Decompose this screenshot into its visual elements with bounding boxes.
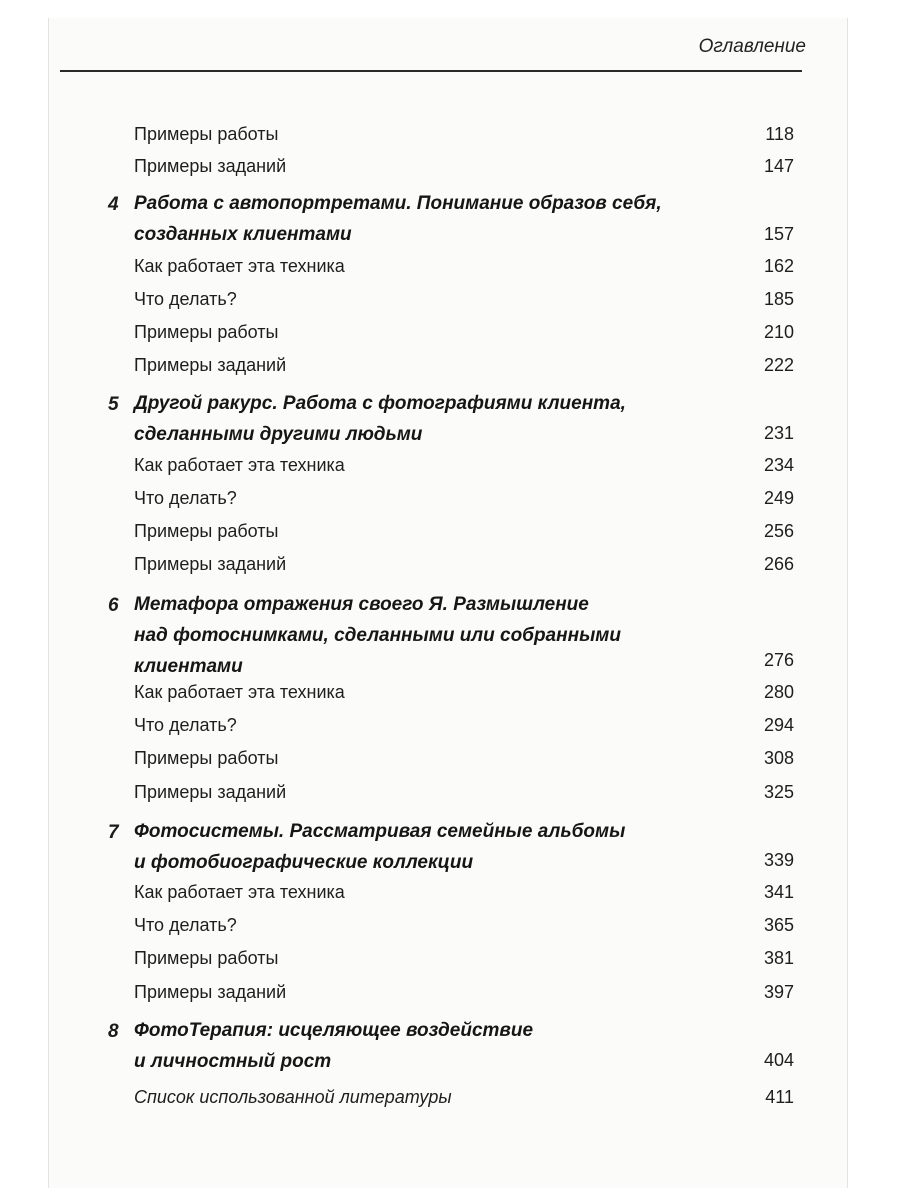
toc-subentry-label: Что делать? [134,715,237,735]
toc-page-number: 249 [763,488,794,508]
toc-bibliography-label: Список использованной литературы [134,1087,452,1107]
toc-subentry-label: Примеры работы [134,748,279,768]
toc-subentry-label: Примеры заданий [134,554,287,574]
toc-subentry-label: Как работает эта техника [134,455,345,475]
toc-subentry-label: Примеры заданий [134,782,287,802]
chapter-title-line: Другой ракурс. Работа с фотографиями клиента, [134,393,626,414]
toc-page-number: 185 [763,289,794,309]
toc-page-number: 231 [763,423,794,443]
toc-subentry-label: Примеры заданий [134,355,287,375]
chapter-title-line: над фотоснимками, сделанными или собранными [134,625,621,646]
toc-page-number: 411 [765,1087,794,1107]
chapter-title-line: и фотобиографические коллекции [134,852,474,873]
toc-page-number: 381 [763,948,794,968]
chapter-number: 6 [108,595,119,616]
chapter-number: 4 [108,194,119,215]
toc-page-number: 308 [763,748,794,768]
toc-page-number: 280 [763,682,794,702]
chapter-title-line: созданных клиентами [134,224,352,245]
toc-page-number: 276 [763,650,794,670]
chapter-title-line: и личностный рост [134,1051,332,1072]
chapter-number: 5 [108,394,119,415]
toc-page-number: 341 [763,882,794,902]
toc-subentry-label: Примеры работы [134,948,279,968]
toc-page-number: 339 [763,850,794,870]
toc-subentry-label: Примеры работы [134,322,279,342]
chapter-title [134,188,662,250]
toc-subentry-label: Как работает эта техника [134,682,345,702]
toc-page-number: 118 [765,124,794,144]
toc-subentry-label: Примеры заданий [134,156,287,176]
toc-page-number: 397 [763,982,794,1002]
toc-subentry-label: Примеры заданий [134,982,287,1002]
chapter-title [134,589,654,682]
toc-page-number: 147 [763,156,794,176]
chapter-title [134,388,654,450]
toc-page-number: 256 [763,521,794,541]
chapter-title-line: Работа с автопортретами. Понимание образов себя, [134,193,662,214]
toc-subentry-label: Что делать? [134,488,237,508]
toc-page-number: 222 [763,355,794,375]
toc-subentry-label: Примеры работы [134,521,279,541]
chapter-title-line: Метафора отражения своего Я. Размышление [134,594,589,615]
toc-page-number: 325 [763,782,794,802]
chapter-number: 7 [108,822,119,843]
chapter-title [134,1015,654,1077]
toc-page-number: 365 [763,915,794,935]
toc-page-number: 234 [763,455,794,475]
toc-subentry-label: Как работает эта техника [134,882,345,902]
running-head-title: Оглавление [698,36,806,57]
chapter-title-line: клиентами [134,656,243,677]
toc-subentry-label: Что делать? [134,289,237,309]
chapter-title-line: Фотосистемы. Рассматривая семейные альбомы [134,821,626,842]
toc-subentry-label: Что делать? [134,915,237,935]
toc-subentry-label: Как работает эта техника [134,256,345,276]
toc-page-number: 404 [763,1050,794,1070]
toc-page-number: 266 [763,554,794,574]
chapter-title-line: сделанными другими людьми [134,424,423,445]
toc-page-number: 157 [763,224,794,244]
chapter-number: 8 [108,1021,119,1042]
toc-subentry-label: Примеры работы [134,124,279,144]
chapter-title [134,816,654,878]
toc-page-number: 210 [763,322,794,342]
toc-page-number: 162 [763,256,794,276]
chapter-title-line: ФотоТерапия: исцеляющее воздействие [134,1020,534,1041]
toc-page-number: 294 [763,715,794,735]
